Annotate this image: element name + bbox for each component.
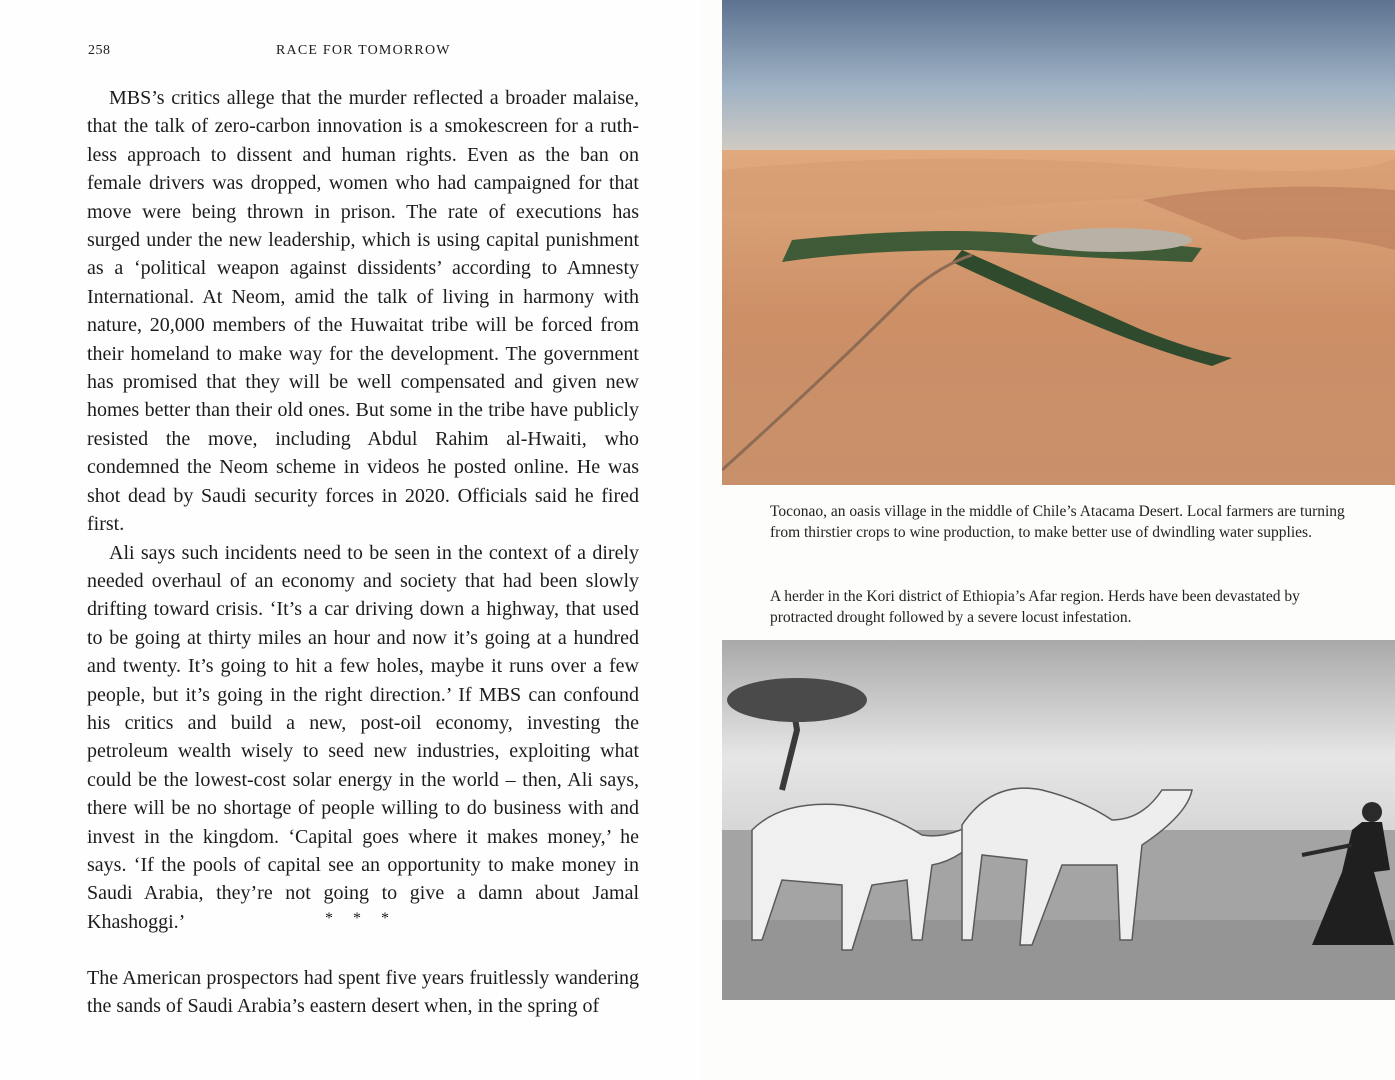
paragraph: The American prospectors had spent five years fruitlessly wandering the sands of Saudi Arabia’s eastern desert when, in the spring of — [87, 967, 639, 1018]
paragraph: MBS’s critics allege that the murder reflected a broader malaise, that the talk of zero-carbon innovation is a smokescreen for a ruth-less approach to dissent and human rights. Even as the ban on female drivers was dropped, women who had campaigned for that move were being thrown in prison. The rate of executions has surged under the new leadership, which is using capital punishment as a ‘political weapon against dissidents’ according to Amnesty International. At Neom, amid the talk of living in harmony with nature, 20,000 members of the Huwaitat tribe will be forced from their homeland to make way for the development. The government has promised that they will be well compensated and given new homes better than their old ones. But some in the tribe have publicly resisted the move, including Abdul Rahim al-Hwaiti, who condemned the Neom scheme in videos he posted online. He was shot dead by Saudi security forces in 2020. Officials said he fired first. — [87, 87, 639, 536]
photo-caption-bottom: A herder in the Kori district of Ethiopia’s Afar region. Herds have been devastated by protracted drought followed by a severe locust infestation. — [770, 588, 1300, 626]
camels-illustration — [722, 640, 1395, 1000]
page-number: 258 — [88, 43, 111, 58]
body-text — [87, 84, 639, 936]
running-head: RACE FOR TOMORROW — [276, 43, 451, 58]
paragraph: Ali says such incidents need to be seen in the context of a direly needed overhaul of an economy and society that had been slowly drifting toward crisis. ‘It’s a car driving down a highway, that used to be going at thirty miles an hour and now it’s going at a hundred and twenty. It’s going to hit a few holes, maybe it runs over a few people, but it’s going in the right direction.’ If MBS can confound his critics and build a new, post-oil economy, investing the petroleum wealth wisely to seed new industries, exploiting what could be the lowest-cost solar energy in the world – then, Ali says, there will be no shortage of people willing to do business with and invest in the kingdom. ‘Capital goes where it makes money,’ he says. ‘If the pools of capital see an opportunity to make money in Saudi Arabia, they’re not going to give a damn about Jamal Khashoggi.’ — [87, 541, 639, 933]
desert-illustration — [722, 0, 1395, 485]
photo-caption-top: Toconao, an oasis village in the middle of Chile’s Atacama Desert. Local farmers are turning from thirstier crops to wine production, to make better use of dwindling water supplies. — [770, 503, 1345, 541]
photo-afar-herder — [722, 640, 1395, 1000]
photo-atacama-oasis — [722, 0, 1395, 485]
right-page — [700, 0, 1395, 1080]
section-start-text — [87, 964, 639, 1021]
section-separator: * * * — [325, 910, 397, 927]
